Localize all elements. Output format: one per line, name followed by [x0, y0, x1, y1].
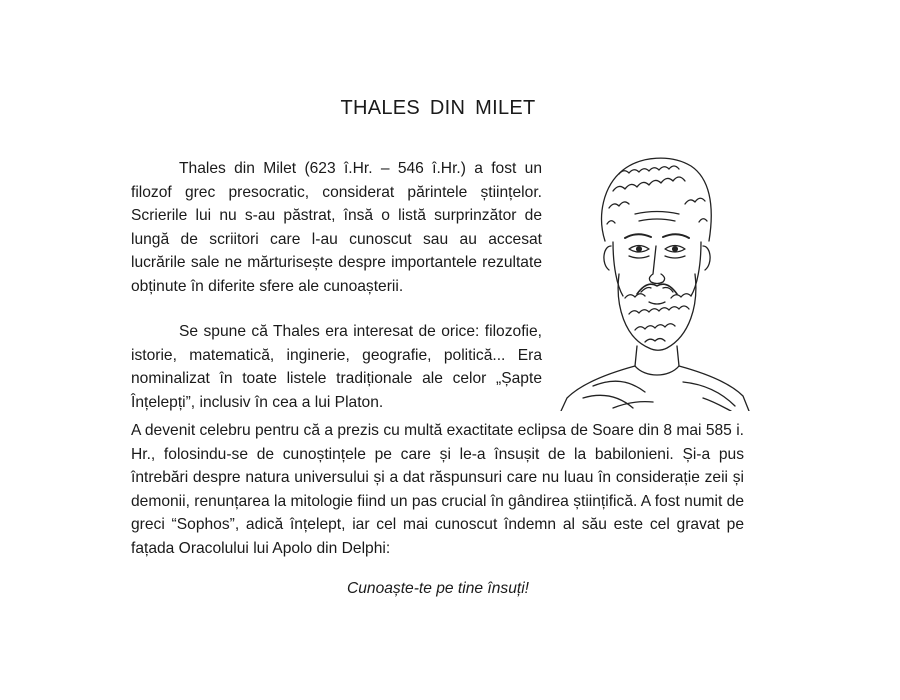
document-title: THALES DIN MILET	[340, 97, 536, 120]
paragraph-intro: Thales din Milet (623 î.Hr. – 546 î.Hr.) a fost un filozof grec presocratic, considerat părintele științelor. Scrierile lui nu s-au păstrat, însă o listă surprinzător de lungă de scriitori care l-au cunoscut sau au accesat lucrările sale ne mărturisește despre importantele rezultate obținute în diferite sfere ale cunoașterii.	[131, 160, 542, 295]
paragraph-interests: Se spune că Thales era interesat de orice: filozofie, istorie, matematică, inginerie, geografie, politică... Era nominalizat în toate listele tradiționale ale celor „Șapte Înțelepți”, inclusiv în cea a lui Platon.	[131, 323, 542, 411]
famous-quote: Cunoaște-te pe tine însuți!	[346, 580, 530, 597]
thales-portrait-illustration	[553, 146, 753, 411]
paragraph-eclipse: A devenit celebru pentru că a prezis cu multă exactitate eclipsa de Soare din 8 mai 585 i. Hr., folosindu-se de cunoștințele pe care și le-a însușit de la babilonieni. Și-a pus întrebări despre natura universului și a dat răspunsuri care nu luau în considerație zeii și demonii, renunțarea la mitologie fiind un pas crucial în gândirea științifică. A fost numit de greci “Sophos”, adică înțelept, iar cel mai cunoscut îndemn al său este cel gravat pe fațada Oracolului lui Apolo din Delphi:	[131, 422, 744, 557]
